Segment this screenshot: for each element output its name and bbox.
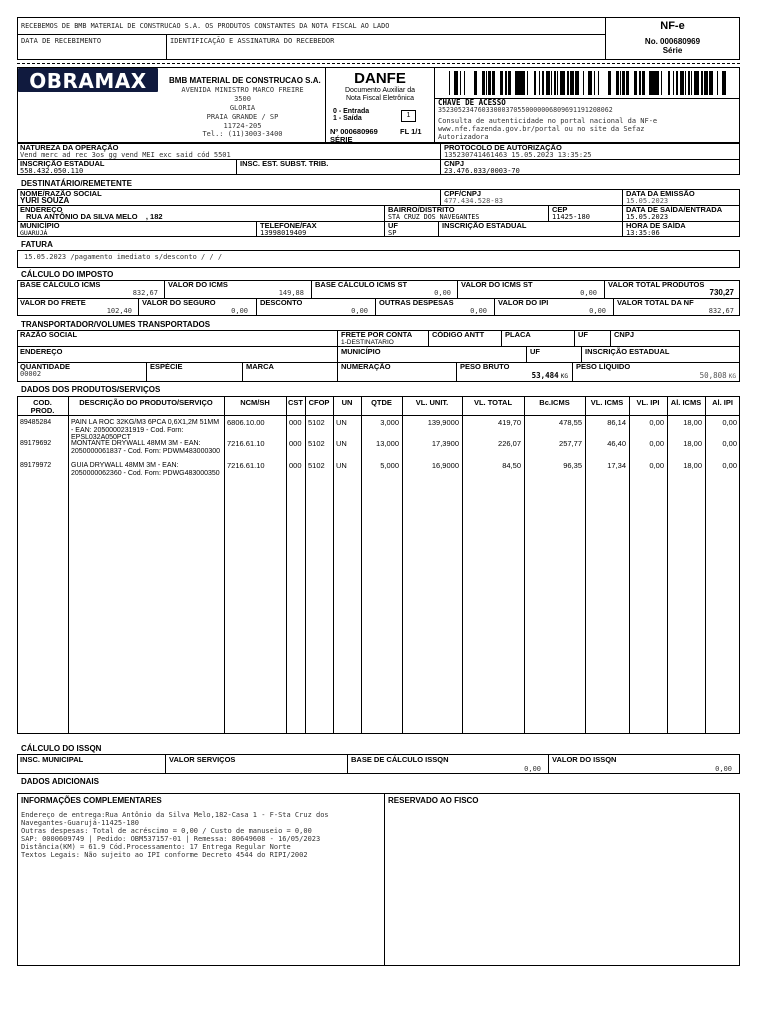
dest-uf-label: UF <box>388 221 398 230</box>
cell-al-icms: 18,00 <box>683 439 702 448</box>
dest-nome-value: YURI SOUZA <box>20 196 70 205</box>
transp-bruto-value: 53,484 KG <box>531 371 568 380</box>
emitente-bairro: GLORIA <box>229 104 256 112</box>
cell-cfop: 5102 <box>308 418 325 427</box>
cell-unit: 17,3900 <box>431 439 459 448</box>
cell-desc: PAIN LA ROC 32KG/M3 6PCA 0,6X1,2M 51MM - EAN: 2050000231919 - Cod. Forn: EPSL032A050PCT <box>71 419 220 441</box>
cell-desc: MONTANTE DRYWALL 48MM 3M - EAN: 2050000061837 - Cod. Forn: PDWM483000300 <box>71 440 221 455</box>
outras-value: 0,00 <box>470 307 487 315</box>
cell-ncm: 7216.61.10 <box>227 439 265 448</box>
dest-hora-label: HORA DE SAÍDA <box>626 221 686 230</box>
issqn-bc-label: BASE DE CÁLCULO ISSQN <box>351 755 449 764</box>
transp-liquido-label: PESO LÍQUIDO <box>576 362 631 371</box>
transp-marca-label: MARCA <box>246 362 274 371</box>
dest-bairro-value: STA CRUZ DOS NAVEGANTES <box>388 213 480 221</box>
danfe-tipo-box: 1 <box>401 110 416 122</box>
cnpj-value: 23.476.033/0003-70 <box>444 167 520 175</box>
transp-placa-label: PLACA <box>505 330 531 339</box>
header-cst: CST <box>288 398 303 407</box>
cell-desc: GUIA DRYWALL 48MM 3M - EAN: 2050000062360 - Cod. Forn: PDWG483000350 <box>71 462 220 477</box>
danfe-folha: FL 1/1 <box>400 127 422 136</box>
emitente-endereco1: AVENIDA MINISTRO MARCO FREIRE <box>181 86 304 94</box>
info-complementares-text: Endereço de entrega:Rua Antônio da Silva Melo,182-Casa 1 - F-Sta Cruz dos Navegantes-Guarujá-11425-180 Outras despesas: Total de acréscimo = 0,00 / Custo de manuseio = 0,00 SAP: 0000609749 | Pedido: OBM537157-01 | Remessa: 80649608 - 16/05/2023 Distância(KM) = 61.9 Cód.Processamento: 17 Entrega Regular Norte Textos Legais: Não sujeito ao IPI conforme Decreto 4544 do RIPI/2002 <box>21 811 329 859</box>
cell-ncm: 6806.10.00 <box>227 418 265 427</box>
cell-bc: 257,77 <box>559 439 582 448</box>
header-bc-icms: Bc.ICMS <box>539 398 570 407</box>
canhoto-recebemos: RECEBEMOS DE BMB MATERIAL DE CONSTRUCAO S.A. OS PRODUTOS CONSTANTES DA NOTA FISCAL AO LADO <box>21 22 390 30</box>
cut-line <box>17 63 740 64</box>
fatura-section: FATURA <box>21 240 53 249</box>
ie-value: 558.432.050.110 <box>20 167 84 175</box>
danfe-numero: Nº 000680969 <box>330 127 378 136</box>
canhoto-serie: Série <box>662 46 683 55</box>
cell-al-icms: 18,00 <box>683 418 702 427</box>
cell-icms: 86,14 <box>607 418 626 427</box>
transp-especie-label: ESPÉCIE <box>150 362 183 371</box>
emitente-tel: Tel.: (11)3003-3400 <box>202 130 283 138</box>
danfe-saida: 1 - Saída <box>333 115 362 122</box>
cell-cst: 000 <box>289 418 302 427</box>
chave-label: CHAVE DE ACESSO <box>438 98 506 107</box>
cell-un: UN <box>336 418 347 427</box>
protocolo-value: 135230741461463 15.05.2023 13:35:25 <box>444 151 592 159</box>
dest-nome-label: NOME/RAZÃO SOCIAL <box>20 189 102 198</box>
cell-cod: 89179972 <box>20 462 52 469</box>
cell-cfop: 5102 <box>308 439 325 448</box>
v-prod-label: VALOR TOTAL PRODUTOS <box>608 280 705 289</box>
dest-cpf-label: CPF/CNPJ <box>444 189 482 198</box>
transp-bruto-label: PESO BRUTO <box>460 362 510 371</box>
header-al-ipi: Al. IPI <box>712 398 733 407</box>
cell-un: UN <box>336 461 347 470</box>
cell-total: 419,70 <box>498 418 521 427</box>
total-nf-value: 832,67 <box>708 307 734 315</box>
cell-cst: 000 <box>289 439 302 448</box>
issqn-section: CÁLCULO DO ISSQN <box>21 744 102 753</box>
emitente-cep: 11724-205 <box>223 122 262 130</box>
header-un: UN <box>341 398 353 407</box>
header-descricao: DESCRIÇÃO DO PRODUTO/SERVIÇO <box>79 398 213 407</box>
dest-fone-value: 13998019409 <box>260 229 307 237</box>
canhoto-nfe-title: NF-e <box>660 20 685 32</box>
frete-label: VALOR DO FRETE <box>20 298 86 307</box>
cell-cod: 89485284 <box>20 419 52 426</box>
dest-ie-label: INSCRIÇÃO ESTADUAL <box>442 221 527 230</box>
danfe-entrada: 0 - Entrada <box>333 108 370 115</box>
danfe-serie: SÉRIE <box>330 135 353 144</box>
dest-municipio-label: MUNICÍPIO <box>20 221 60 230</box>
header-vl-icms: VL. ICMS <box>590 398 624 407</box>
chave-value: 3523052347603300037055000000680969119120806​2 <box>438 106 613 114</box>
desconto-label: DESCONTO <box>260 298 303 307</box>
header-qtde: QTDE <box>371 398 392 407</box>
info-complementares-label: INFORMAÇÕES COMPLEMENTARES <box>21 796 162 805</box>
dest-municipio-value: GUARUJÁ <box>20 229 48 237</box>
cell-qtde: 5,000 <box>380 461 399 470</box>
transp-frete-value: 1-DESTINATARIO <box>341 339 394 346</box>
dest-fone-label: TELEFONE/FAX <box>260 221 317 230</box>
issqn-bc-value: 0,00 <box>524 765 541 773</box>
dest-cpf-value: 477.434.528-83 <box>444 197 504 205</box>
barcode-image <box>448 71 728 95</box>
v-icms-value: 149,88 <box>278 289 304 297</box>
desconto-value: 0,00 <box>351 307 368 315</box>
transp-liquido-value: 50,808 KG <box>699 371 736 380</box>
canhoto-data-recebimento: DATA DE RECEBIMENTO <box>21 37 102 45</box>
cell-ncm: 7216.61.10 <box>227 461 265 470</box>
cnpj-label: CNPJ <box>444 159 465 168</box>
bc-st-label: BASE CÁLCULO ICMS ST <box>315 280 408 289</box>
cell-total: 226,07 <box>498 439 521 448</box>
transp-cnpj-label: CNPJ <box>614 330 635 339</box>
cell-cfop: 5102 <box>308 461 325 470</box>
consulta-line2: www.nfe.fazenda.gov.br/portal ou no site da Sefaz <box>438 125 645 133</box>
header-al-icms: Al. ICMS <box>670 398 702 407</box>
transp-numeracao-label: NUMERAÇÃO <box>341 362 391 371</box>
iest-label: INSC. EST. SUBST. TRIB. <box>240 159 329 168</box>
cell-icms: 46,40 <box>607 439 626 448</box>
issqn-valor-value: 0,00 <box>715 765 732 773</box>
header-vl-ipi: VL. IPI <box>636 398 660 407</box>
transp-razao-label: RAZÃO SOCIAL <box>20 330 78 339</box>
v-icms-label: VALOR DO ICMS <box>168 280 228 289</box>
transp-ie-label: INSCRIÇÃO ESTADUAL <box>585 347 670 356</box>
reservado-fisco-label: RESERVADO AO FISCO <box>388 796 479 805</box>
canhoto-numero: No. 000680969 <box>644 37 701 46</box>
frete-value: 102,40 <box>106 307 132 315</box>
dest-hora-value: 13:35:06 <box>626 229 660 237</box>
danfe-sub2: Nota Fiscal Eletrônica <box>345 95 415 102</box>
seguro-label: VALOR DO SEGURO <box>142 298 216 307</box>
cell-total: 84,50 <box>502 461 521 470</box>
fatura-value: 15.05.2023 /pagamento imediato s/desconto / / / <box>24 253 223 261</box>
cell-al-ipi: 0,00 <box>722 418 737 427</box>
transp-municipio-label: MUNICÍPIO <box>341 347 381 356</box>
dest-saida-value: 15.05.2023 <box>626 213 669 221</box>
header-vl-total: VL. TOTAL <box>473 398 513 407</box>
protocolo-label: PROTOCOLO DE AUTORIZAÇÃO <box>444 143 562 152</box>
transp-antt-label: CÓDIGO ANTT <box>432 330 485 339</box>
v-prod-value: 730,27 <box>709 288 734 297</box>
header-cfop: CFOP <box>308 398 330 407</box>
bc-st-value: 0,00 <box>434 289 451 297</box>
cell-ipi: 0,00 <box>649 418 664 427</box>
cell-al-ipi: 0,00 <box>722 461 737 470</box>
canhoto-identificacao: IDENTIFICAÇÃO E ASSINATURA DO RECEBEDOR <box>170 37 335 45</box>
dest-cep-label: CEP <box>552 205 568 214</box>
dest-emissao-value: 15.05.2023 <box>626 197 669 205</box>
seguro-value: 0,00 <box>231 307 248 315</box>
cell-qtde: 13,000 <box>376 439 399 448</box>
cell-al-ipi: 0,00 <box>722 439 737 448</box>
imposto-section: CÁLCULO DO IMPOSTO <box>21 270 114 279</box>
dest-saida-label: DATA DE SAÍDA/ENTRADA <box>626 205 723 214</box>
dest-endereco-label: ENDEREÇO <box>20 205 63 214</box>
ipi-label: VALOR DO IPI <box>498 298 549 307</box>
dest-bairro-label: BAIRRO/DISTRITO <box>388 205 455 214</box>
issqn-servicos-label: VALOR SERVIÇOS <box>169 755 236 764</box>
consulta-line1: Consulta de autenticidade no portal nacional da NF-e <box>438 117 658 125</box>
cell-cst: 000 <box>289 461 302 470</box>
cell-unit: 16,9000 <box>431 461 459 470</box>
transp-endereco-label: ENDEREÇO <box>20 347 63 356</box>
total-nf-label: VALOR TOTAL DA NF <box>617 298 694 307</box>
cell-al-icms: 18,00 <box>683 461 702 470</box>
cell-un: UN <box>336 439 347 448</box>
danfe-sub1: Documento Auxiliar da <box>344 87 416 94</box>
emitente-cidade: PRAIA GRANDE / SP <box>206 113 279 121</box>
consulta-line3: Autorizadora <box>438 133 489 141</box>
natureza-label: NATUREZA DA OPERAÇÃO <box>20 143 119 152</box>
cell-icms: 17,34 <box>607 461 626 470</box>
adicionais-section: DADOS ADICIONAIS <box>21 777 99 786</box>
ipi-value: 0,00 <box>589 307 606 315</box>
cell-bc: 478,55 <box>559 418 582 427</box>
header-vl-unit: VL. UNIT. <box>415 398 449 407</box>
v-st-value: 0,00 <box>580 289 597 297</box>
transp-frete-label: FRETE POR CONTA <box>341 330 413 339</box>
v-st-label: VALOR DO ICMS ST <box>461 280 533 289</box>
bc-icms-label: BASE CÁLCULO ICMS <box>20 280 101 289</box>
header-ncm: NCM/SH <box>240 398 270 407</box>
transp-uf2-label: UF <box>530 347 540 356</box>
dest-emissao-label: DATA DA EMISSÃO <box>626 189 695 198</box>
produtos-section: DADOS DOS PRODUTOS/SERVIÇOS <box>21 385 161 394</box>
emitente-nome: BMB MATERIAL DE CONSTRUCAO S.A. <box>169 76 321 85</box>
dest-uf-value: SP <box>388 229 397 237</box>
transp-uf-label: UF <box>578 330 588 339</box>
destinatario-section: DESTINATÁRIO/REMETENTE <box>21 179 132 188</box>
header-cod: COD. PROD. <box>30 398 55 415</box>
emitente-endereco2: 3500 <box>234 95 251 103</box>
bc-icms-value: 832,67 <box>132 289 158 297</box>
danfe-title: DANFE <box>354 70 406 87</box>
transp-qtd-value: 00002 <box>20 370 42 378</box>
ie-label: INSCRIÇÃO ESTADUAL <box>20 159 105 168</box>
cell-unit: 139,9000 <box>427 418 459 427</box>
dest-cep-value: 11425-180 <box>552 213 590 221</box>
cell-qtde: 3,000 <box>380 418 399 427</box>
obramax-logo: OBRAMAX <box>18 68 158 92</box>
dest-endereco-value: RUA ANTÔNIO DA SILVA MELO , 182 <box>26 212 163 221</box>
outras-label: OUTRAS DESPESAS <box>379 298 454 307</box>
transp-qtd-label: QUANTIDADE <box>20 362 70 371</box>
cell-cod: 89179692 <box>20 440 52 447</box>
cell-bc: 96,35 <box>563 461 582 470</box>
cell-ipi: 0,00 <box>649 461 664 470</box>
transportador-section: TRANSPORTADOR/VOLUMES TRANSPORTADOS <box>21 320 211 329</box>
issqn-insc-label: INSC. MUNICIPAL <box>20 755 84 764</box>
cell-ipi: 0,00 <box>649 439 664 448</box>
natureza-value: Vend merc ad rec 3os gg vend MEI exc said cód 5501 <box>20 151 231 159</box>
issqn-valor-label: VALOR DO ISSQN <box>552 755 617 764</box>
